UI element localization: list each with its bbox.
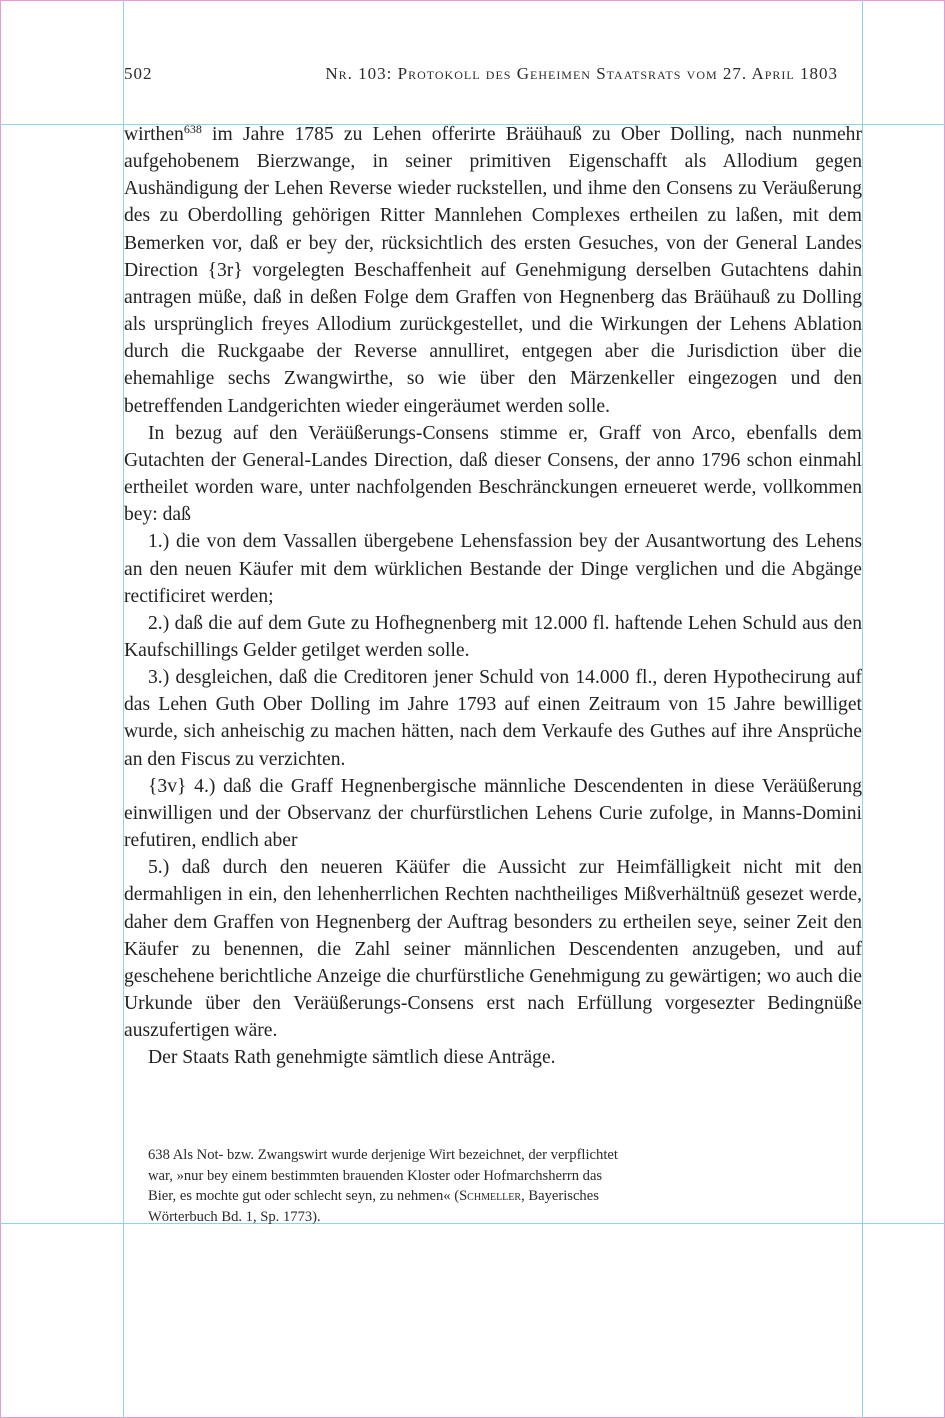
paragraph-1-rest: im Jahre 1785 zu Lehen offerirte Bräühauß zu Ober Dolling, nach nunmehr aufgehobenem Bierzwange, in seiner primitiven Eigenschafft als Allodium gegen Aushändigung der Lehen Reverse wieder ruckstellen, und ihme den Consens zu Veräußerung des zu Oberdolling gehörigen Ritter Mannlehen Complexes ertheilen zu laßen, mit dem Bemerken vor, daß er bey der, rücksichtlich des ersten Gesuches, von der General Landes Direction {3r} vorgelegten Beschaffenheit auf Genehmigung derselben Gutachtens dahin antragen müße, daß in deßen Folge dem Graffen von Hegnenberg das Bräühauß zu Dolling als ursprünglich freyes Allodium zurückgestellet, und die Wirkungen der Lehens Ablation durch die Ruckgaabe der Reverse annulliret, entgegen aber die Jurisdiction über die ehemahlige sechs Zwangwirthe, so wie über den Märzenkeller eingezogen und den betreffenden Landgerichten wieder eingeräumet werden solle. [124, 124, 862, 417]
footnote-author: Schmeller [459, 1188, 522, 1204]
footnote-line-4: Wörterbuch Bd. 1, Sp. 1773). [148, 1208, 321, 1225]
paragraph-item-2: 2.) daß die auf dem Gute zu Hofhegnenberg mit 12.000 fl. haftende Lehen Schuld aus den Kaufschillings Gelder getilget werden solle. [124, 612, 862, 661]
footnote-reference[interactable]: 638 [183, 122, 202, 136]
footnote-line-3 [148, 1186, 708, 1207]
footnote-line-3-end: , Bayerisches [521, 1188, 599, 1204]
page-number: 502 [124, 64, 153, 83]
guide-right-margin [862, 0, 863, 1418]
header-title: Nr. 103: Protokoll des Geheimen Staatsrats vom 27. April 1803 [325, 64, 838, 83]
running-head [124, 64, 838, 90]
paragraph-1-start: wirthen [124, 124, 184, 145]
paragraph-1 [124, 121, 862, 420]
footnote-638 [148, 1145, 708, 1227]
paragraph-2: In bezug auf den Veräüßerungs-Consens stimme er, Graff von Arco, ebenfalls dem Gutachten der General-Landes Direction, daß dieser Consens, der anno 1796 schon einmahl ertheilet worden ware, unter nachfolgenden Beschränckungen erneueret werde, vollkommen bey: daß [124, 422, 862, 526]
footnote-line-1: 638 Als Not- bzw. Zwangswirt wurde derjenige Wirt bezeichnet, der verpflichtet [148, 1147, 618, 1163]
footnote-line-3-start: Bier, es mochte gut oder schlecht seyn, zu nehmen« ( [148, 1188, 460, 1204]
paragraph-item-5: 5.) daß durch den neueren Käüfer die Aussicht zur Heimfälligkeit nicht mit den dermahligen in ein, den lehenherrlichen Rechten nachtheiliges Mißverhältnüß gesezet werde, daher dem Graffen von Hegnenberg der Auftrag besonders zu ertheilen seye, seiner Zeit den Käufer zu benennen, die Zahl seiner männlichen Descendenten anzugeben, und auf geschehene berichtliche Anzeige die churfürstliche Genehmigung zu gewärtigen; wo auch die Urkunde über den Veräüßerungs-Consens erst nach Erfüllung vorgesezter Bedingnüße auszufertigen wäre. [124, 857, 862, 1042]
paragraph-item-4: {3v} 4.) daß die Graff Hegnenbergische männliche Descendenten in diese Veräüßerung einwilligen und der Observanz der churfürstlichen Lehens Curie zufolge, in Manns-Domini refutiren, endlich aber [124, 775, 862, 852]
body-text [124, 121, 862, 1071]
paragraph-item-3: 3.) desgleichen, daß die Creditoren jener Schuld von 14.000 fl., deren Hypothecirung auf das Lehen Guth Ober Dolling im Jahre 1793 auf einen Zeitraum von 15 Jahre bewilliget wurde, sich anheischig zu machen hätten, nach dem Verkaufe des Guthes auf ihre Ansprüche an den Fiscus zu verzichten. [124, 667, 862, 770]
footnote-line-2: war, »nur bey einem bestimmten brauenden Kloster oder Hofmarchsherrn das [148, 1167, 603, 1184]
paragraph-item-1: 1.) die von dem Vassallen übergebene Lehensfassion bey der Ausantwortung des Lehens an den neuen Käufer mit dem würklichen Bestande der Dinge verglichen und die Abgänge rectificiret werden; [124, 531, 862, 607]
paragraph-conclusion: Der Staats Rath genehmigte sämtlich diese Anträge. [148, 1047, 556, 1069]
